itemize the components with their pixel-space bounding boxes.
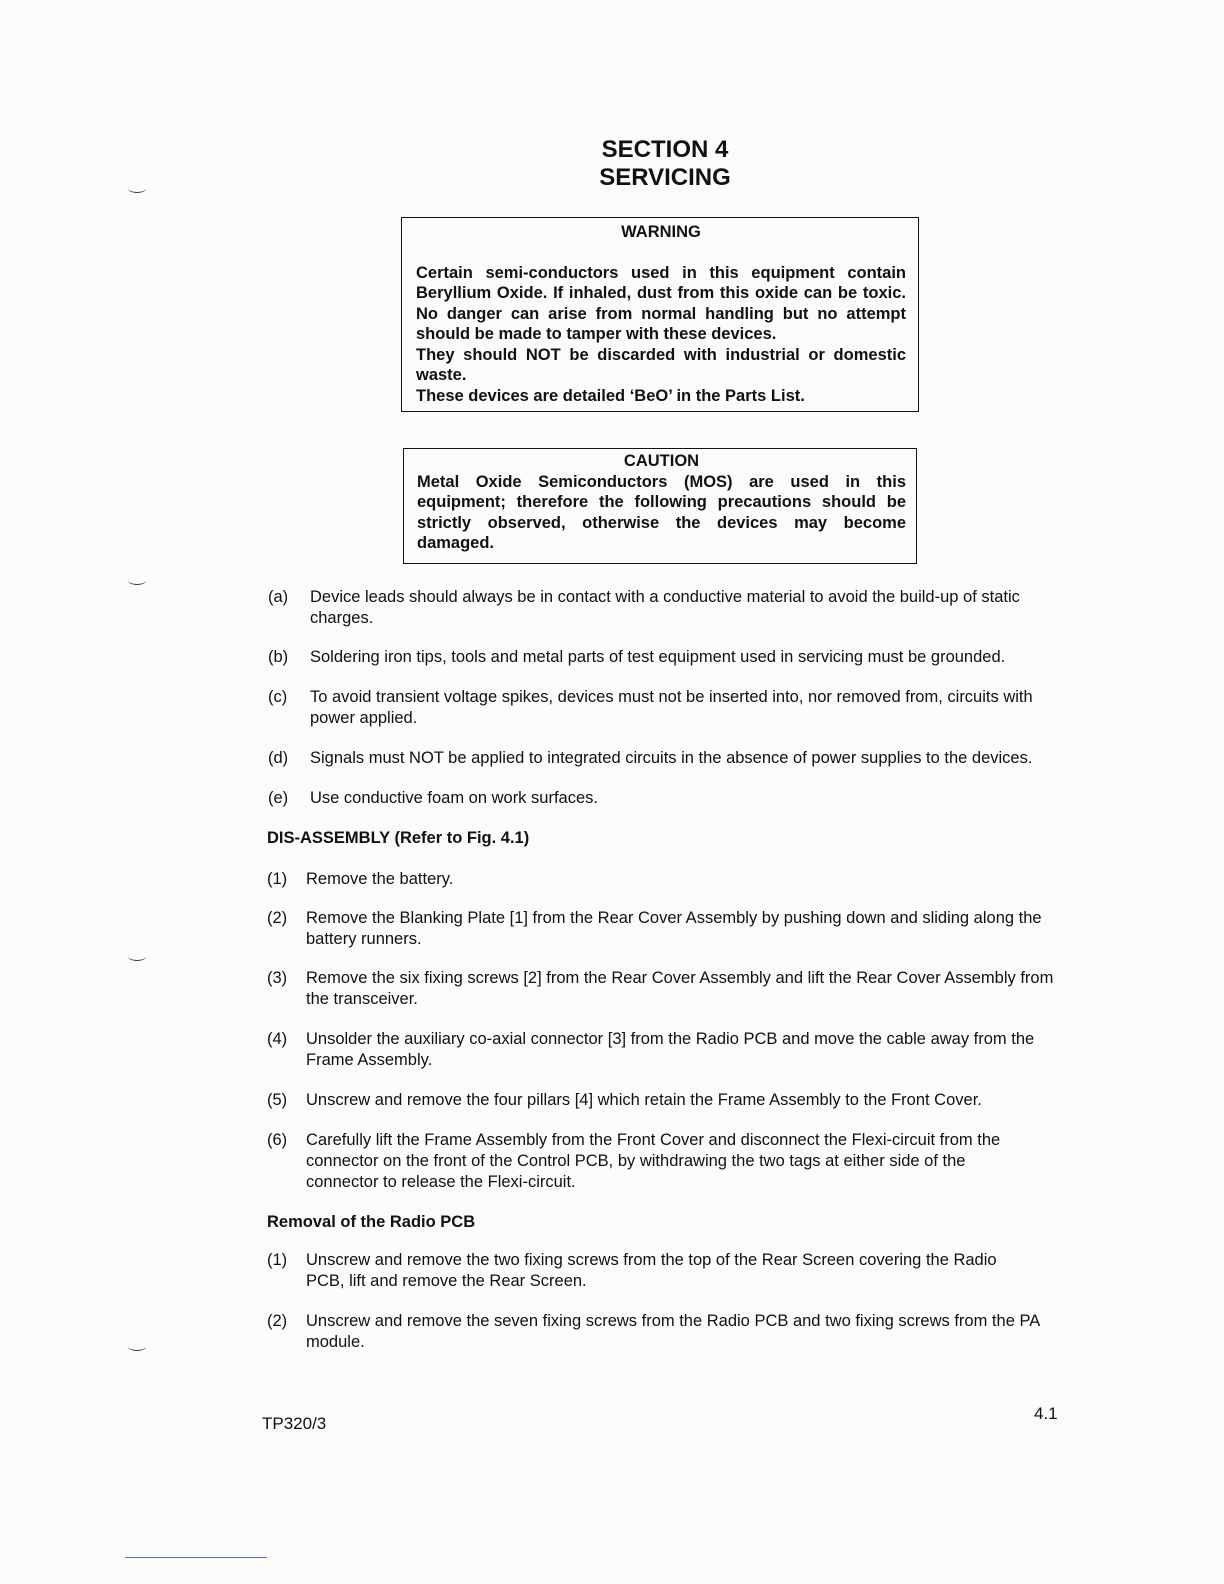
binding-mark [128, 576, 146, 585]
section-heading [540, 136, 790, 192]
warning-heading: WARNING [621, 223, 701, 241]
binding-mark [128, 952, 146, 961]
item-label: (1) [267, 870, 288, 888]
item-text: Soldering iron tips, tools and metal parts of test equipment used in servicing must be grounded. [310, 648, 1006, 666]
document-reference: TP320/3 [262, 1414, 327, 1433]
footer-rule [125, 1557, 267, 1558]
item-text: Unscrew and remove the two fixing screws from the top of the Rear Screen covering the Radio PCB, lift and remove the Rear Screen. [306, 1251, 997, 1290]
item-text: Remove the battery. [306, 870, 454, 888]
item-text: Device leads should always be in contact with a conductive material to avoid the build-up of static charges. [310, 588, 1020, 627]
item-label: (2) [267, 909, 288, 927]
warning-text: Certain semi-conductors used in this equipment contain Beryllium Oxide. If inhaled, dust from this oxide can be toxic. No danger can arise from normal handling but no attempt should be made to tamper with these devices. [416, 263, 906, 343]
item-label: (3) [267, 969, 288, 987]
item-text: Unscrew and remove the seven fixing screws from the Radio PCB and two fixing screws from the PA module. [306, 1312, 1040, 1351]
item-text: To avoid transient voltage spikes, devices must not be inserted into, nor removed from, circuits with power applied. [310, 688, 1033, 727]
item-label: (d) [268, 749, 289, 767]
disassembly-heading: DIS-ASSEMBLY (Refer to Fig. 4.1) [267, 829, 530, 847]
radio-pcb-heading: Removal of the Radio PCB [267, 1213, 476, 1231]
caution-heading: CAUTION [623, 452, 700, 470]
item-label: (b) [268, 648, 289, 666]
item-label: (1) [267, 1251, 288, 1269]
section-number: SECTION 4 [601, 136, 729, 163]
warning-box [401, 217, 919, 412]
item-label: (e) [268, 789, 289, 807]
binding-mark [128, 184, 146, 193]
item-text: Remove the Blanking Plate [1] from the Rear Cover Assembly by pushing down and sliding along the battery runners. [306, 909, 1042, 948]
item-label: (c) [268, 688, 288, 706]
item-label: (5) [267, 1091, 288, 1109]
binding-mark [128, 1342, 146, 1351]
item-label: (a) [268, 588, 289, 606]
item-text: Unscrew and remove the four pillars [4] which retain the Frame Assembly to the Front Cover. [306, 1091, 982, 1109]
caution-box [403, 448, 917, 564]
item-text: Remove the six fixing screws [2] from the Rear Cover Assembly and lift the Rear Cover Assembly from the transceiver. [306, 969, 1054, 1008]
item-text: Signals must NOT be applied to integrated circuits in the absence of power supplies to the devices. [310, 749, 1033, 767]
item-text: Unsolder the auxiliary co-axial connector [3] from the Radio PCB and move the cable away from the Frame Assembly. [306, 1030, 1035, 1069]
item-text: Use conductive foam on work surfaces. [310, 789, 598, 807]
item-text: Carefully lift the Frame Assembly from the Front Cover and disconnect the Flexi-circuit from the connector on the front of the Control PCB, by withdrawing the two tags at either side of the connector to release the Flexi-circuit. [306, 1131, 1001, 1191]
warning-text: These devices are detailed ‘BeO’ in the Parts List. [416, 386, 805, 405]
item-label: (2) [267, 1312, 288, 1330]
section-title: SERVICING [599, 164, 731, 191]
page-number: 4.1 [1034, 1404, 1058, 1423]
item-label: (6) [267, 1131, 288, 1149]
item-label: (4) [267, 1030, 288, 1048]
caution-text: Metal Oxide Semiconductors (MOS) are used in this equipment; therefore the following precautions should be strictly observed, otherwise the devices may become damaged. [417, 472, 906, 552]
warning-text: They should NOT be discarded with industrial or domestic waste. [416, 345, 906, 384]
